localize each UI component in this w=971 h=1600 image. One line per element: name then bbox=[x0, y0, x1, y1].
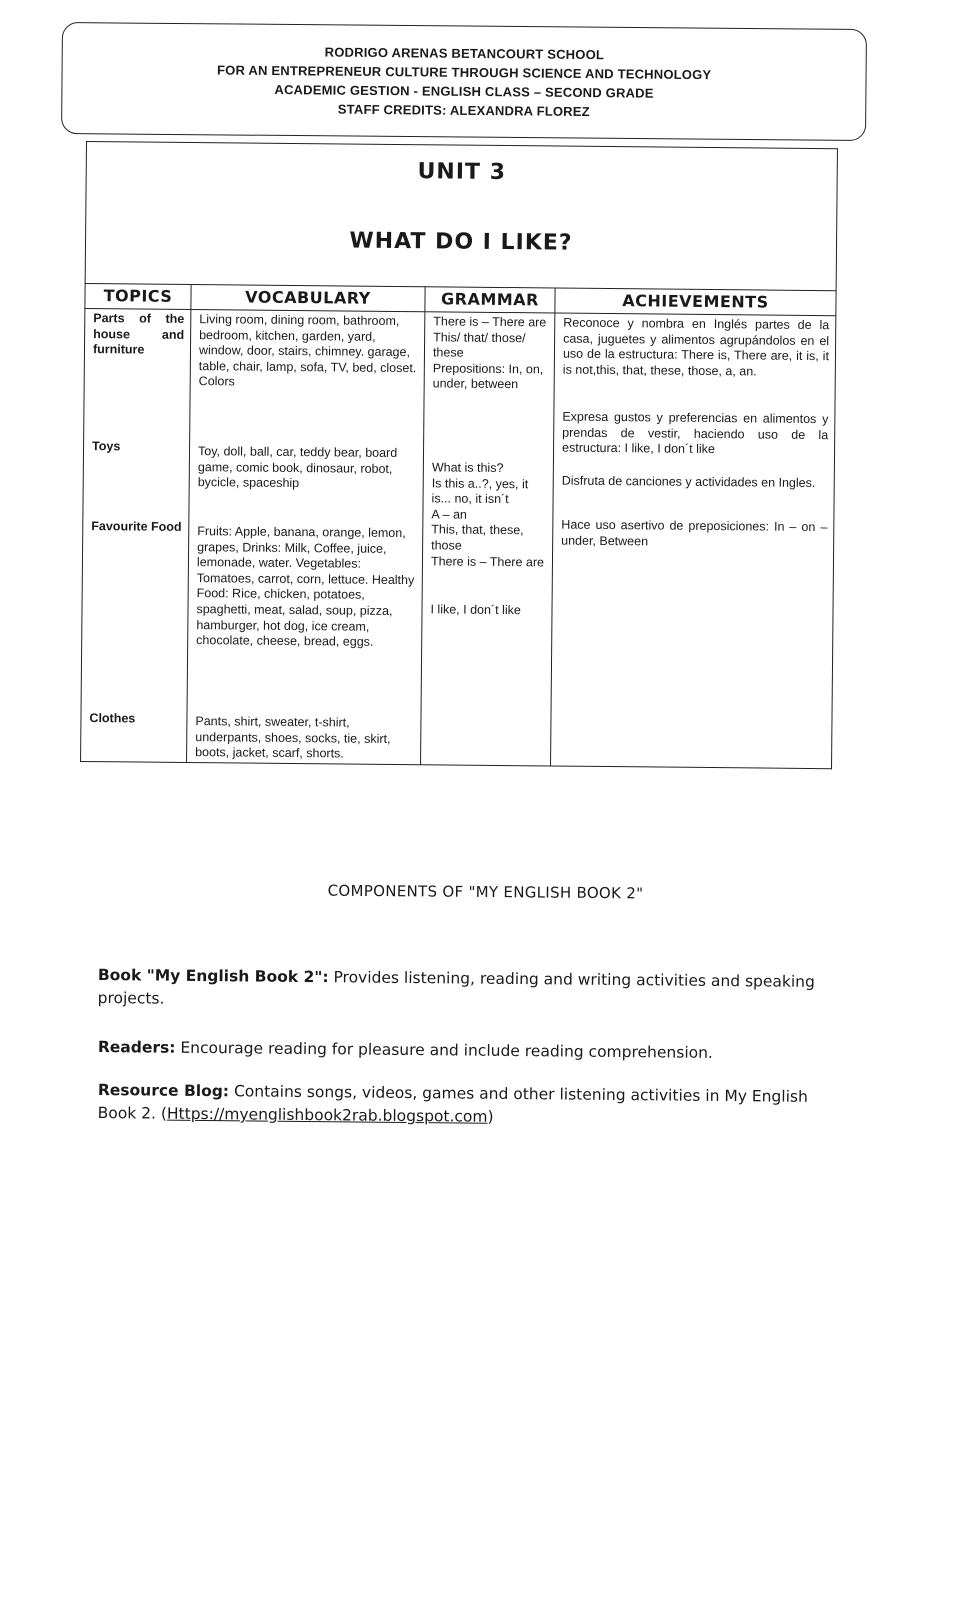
component-blog-text: Contains songs, videos, games and other listening activities in My English Book 2. ( bbox=[97, 1082, 808, 1123]
vocab-food: Fruits: Apple, banana, orange, lemon, grapes, Drinks: Milk, Coffee, juice, lemonade, water. Vegetables: Tomatoes, carrot, corn, lettuce. Healthy Food: Rice, chicken, potatoes, spaghetti, meat, salad, soup, pizza, hamburger, hot dog, ice cream, chocolate, cheese, bread, eggs. bbox=[196, 524, 415, 649]
component-blog-label: Resource Blog: bbox=[97, 1080, 230, 1101]
component-readers-text: Encourage reading for pleasure and include reading comprehension. bbox=[175, 1038, 713, 1062]
vocab-clothes: Pants, shirt, sweater, t-shirt, underpants, shoes, socks, tie, skirt, boots, jacket, scarf, shorts. bbox=[195, 714, 391, 761]
achievements-cell bbox=[551, 313, 836, 769]
component-book bbox=[98, 964, 828, 1017]
component-blog bbox=[98, 1079, 828, 1132]
grammar-toys: What is this? Is this a..?, yes, it is... no, it isn´t A – an This, that, these, those There is – There are bbox=[430, 460, 545, 569]
grammar-house: There is – There are This/ that/ those/ these Prepositions: In, on, under, between bbox=[432, 314, 547, 392]
vocab-toys: Toy, doll, ball, car, teddy bear, board game, comic book, dinosaur, robot, bycicle, spaceship bbox=[197, 444, 398, 491]
blog-link[interactable]: Https://myenglishbook2rab.blogspot.com bbox=[166, 1104, 488, 1126]
school-motto: FOR AN ENTREPRENEUR CULTURE THROUGH SCIENCE AND TECHNOLOGY bbox=[216, 62, 712, 83]
header-achievements: ACHIEVEMENTS bbox=[555, 288, 836, 316]
topic-clothes: Clothes bbox=[89, 711, 136, 726]
achievement-2: Expresa gustos y preferencias en alimentos y prendas de vestir, haciendo uso de la estructura: I like, I don´t like bbox=[562, 409, 829, 457]
school-name: RODRIGO ARENAS BETANCOURT SCHOOL bbox=[324, 44, 605, 63]
grammar-cell bbox=[421, 312, 555, 766]
unit-subtitle: WHAT DO I LIKE? bbox=[349, 228, 573, 256]
table-row bbox=[81, 308, 836, 768]
school-header bbox=[61, 40, 867, 124]
component-readers-label: Readers: bbox=[97, 1037, 176, 1057]
grammar-food: I like, I don´t like bbox=[430, 602, 521, 618]
component-readers bbox=[98, 1036, 828, 1066]
achievement-4: Hace uso asertivo de preposiciones: In – on – under, Between bbox=[561, 517, 828, 549]
header-vocabulary: VOCABULARY bbox=[191, 285, 425, 312]
unit-plan-table bbox=[80, 283, 837, 769]
component-book-text: Provides listening, reading and writing activities and speaking projects. bbox=[97, 968, 815, 1008]
achievement-3: Disfruta de canciones y actividades en Ingles. bbox=[561, 473, 816, 491]
unit-sheet bbox=[80, 141, 838, 769]
component-book-label: Book "My English Book 2": bbox=[97, 965, 329, 987]
vocabulary-cell bbox=[187, 310, 425, 765]
unit-title: UNIT 3 bbox=[417, 159, 507, 186]
header-topics: TOPICS bbox=[85, 283, 191, 309]
component-blog-after: ) bbox=[487, 1107, 494, 1126]
header-grammar: GRAMMAR bbox=[425, 287, 555, 313]
unit-heading-box bbox=[85, 141, 838, 290]
components-title: COMPONENTS OF "MY ENGLISH BOOK 2" bbox=[327, 881, 644, 903]
class-line: ACADEMIC GESTION - ENGLISH CLASS – SECOND GRADE bbox=[274, 82, 654, 101]
topic-toys: Toys bbox=[92, 439, 121, 454]
vocab-house: Living room, dining room, bathroom, bedroom, kitchen, garden, yard, window, door, stairs, chimney. garage, table, chair, lamp, sofa, TV, bed, closet. Colors bbox=[198, 312, 417, 389]
topic-food: Favourite Food bbox=[91, 519, 182, 534]
topics-cell bbox=[81, 308, 191, 762]
staff-credits: STAFF CREDITS: ALEXANDRA FLOREZ bbox=[337, 101, 590, 120]
achievement-1: Reconoce y nombra en Inglés partes de la casa, juguetes y alimentos agrupándolos en el uso de la estructura: There is, There are, it is, it is not,this, that, these, those, a, an. bbox=[562, 315, 830, 379]
topic-house: Parts of the house and furniture bbox=[92, 311, 185, 357]
